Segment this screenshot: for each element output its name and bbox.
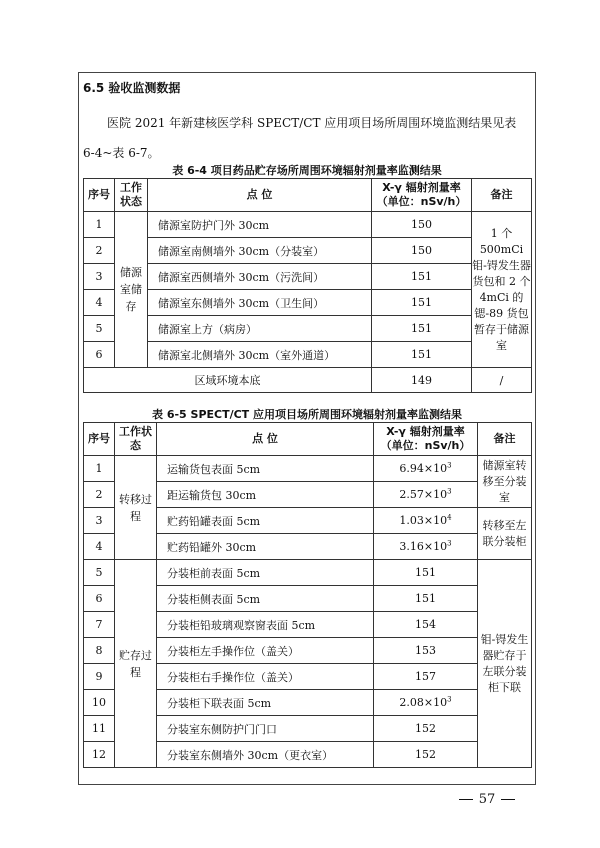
value-exponent: 3 — [447, 487, 452, 496]
header-location: 点 位 — [148, 179, 372, 212]
row-value — [374, 690, 478, 716]
row-value — [374, 638, 478, 664]
row-no: 10 — [84, 690, 115, 716]
table-row — [84, 290, 532, 316]
row-value — [374, 456, 478, 482]
row-location: 储源室西侧墙外 30cm（污洗间） — [148, 264, 372, 290]
table-row — [84, 456, 532, 482]
header-note: 备注 — [478, 423, 532, 456]
row-no: 3 — [84, 264, 115, 290]
row-no: 6 — [84, 586, 115, 612]
value-mantissa: 2.08×10 — [399, 696, 448, 709]
row-location: 分装柜前表面 5cm — [157, 560, 374, 586]
table-row — [84, 342, 532, 368]
row-location: 距运输货包 30cm — [157, 482, 374, 508]
value-exponent: 3 — [447, 461, 452, 470]
table-row — [84, 238, 532, 264]
header-rate-line2: （单位：nSv/h） — [380, 439, 471, 452]
row-no: 6 — [84, 342, 115, 368]
value-exponent: 3 — [447, 539, 452, 548]
background-value: 149 — [372, 368, 472, 393]
row-value — [374, 586, 478, 612]
row-location: 储源室南侧墙外 30cm（分装室） — [148, 238, 372, 264]
header-location: 点 位 — [157, 423, 374, 456]
row-value — [374, 560, 478, 586]
background-row — [84, 368, 532, 393]
note-a-cell: 储源室转移至分装室 — [478, 456, 532, 508]
row-no: 4 — [84, 534, 115, 560]
row-no: 12 — [84, 742, 115, 768]
row-location: 分装室东侧墙外 30cm（更衣室） — [157, 742, 374, 768]
row-value: 151 — [372, 342, 472, 368]
header-rate-line1: X-γ 辐射剂量率 — [386, 425, 465, 438]
row-no: 11 — [84, 716, 115, 742]
page-number-dash-left — [459, 799, 473, 800]
row-value — [374, 664, 478, 690]
row-location: 分装柜铅玻璃观察窗表面 5cm — [157, 612, 374, 638]
value-mantissa: 2.57×10 — [399, 488, 448, 501]
row-value: 151 — [372, 264, 472, 290]
value-mantissa: 151 — [415, 566, 436, 579]
row-no: 5 — [84, 560, 115, 586]
row-value: 151 — [372, 316, 472, 342]
header-rate-line1: X-γ 辐射剂量率 — [382, 181, 461, 194]
row-location: 储源室上方（病房） — [148, 316, 372, 342]
status-storage-cell: 贮存过程 — [115, 560, 157, 768]
page-number-text: 57 — [478, 792, 496, 807]
page-number-dash-right — [501, 799, 515, 800]
status-transfer-cell: 转移过程 — [115, 456, 157, 560]
row-no: 2 — [84, 482, 115, 508]
row-value — [374, 742, 478, 768]
table-6-4-caption: 表 6-4 项目药品贮存场所周围环境辐射剂量率监测结果 — [172, 164, 442, 177]
row-location: 分装柜右手操作位（盖关） — [157, 664, 374, 690]
row-no: 3 — [84, 508, 115, 534]
note-cell: 1 个 500mCi 钼-锝发生器货包和 2 个 4mCi 的锶-89 货包暂存于储源室 — [472, 212, 532, 368]
row-location: 储源室北侧墙外 30cm（室外通道） — [148, 342, 372, 368]
section-heading: 6.5 验收监测数据 — [83, 81, 181, 95]
row-value — [374, 612, 478, 638]
row-value: 150 — [372, 238, 472, 264]
status-cell: 储源室储存 — [115, 212, 148, 368]
row-no: 4 — [84, 290, 115, 316]
row-location: 贮药铅罐表面 5cm — [157, 508, 374, 534]
row-location: 分装柜左手操作位（盖关） — [157, 638, 374, 664]
row-location: 分装柜侧表面 5cm — [157, 586, 374, 612]
value-mantissa: 157 — [415, 670, 436, 683]
header-no: 序号 — [84, 423, 115, 456]
row-no: 1 — [84, 456, 115, 482]
row-no: 9 — [84, 664, 115, 690]
row-location: 贮药铅罐外 30cm — [157, 534, 374, 560]
row-value: 151 — [372, 290, 472, 316]
header-rate — [374, 423, 478, 456]
table-6-4 — [83, 178, 532, 393]
row-value — [374, 482, 478, 508]
background-label: 区域环境本底 — [84, 368, 372, 393]
value-mantissa: 153 — [415, 644, 436, 657]
row-value — [374, 534, 478, 560]
row-no: 7 — [84, 612, 115, 638]
row-location: 分装柜下联表面 5cm — [157, 690, 374, 716]
note-c-cell: 钼-锝发生器贮存于左联分装柜下联 — [478, 560, 532, 768]
table-header-row — [84, 423, 532, 456]
table-row — [84, 264, 532, 290]
page-number — [452, 792, 522, 807]
row-no: 1 — [84, 212, 115, 238]
row-no: 5 — [84, 316, 115, 342]
table-row — [84, 316, 532, 342]
row-no: 2 — [84, 238, 115, 264]
table-row — [84, 212, 532, 238]
value-exponent: 4 — [447, 513, 452, 522]
row-value: 150 — [372, 212, 472, 238]
row-location: 分装室东侧防护门门口 — [157, 716, 374, 742]
value-mantissa: 151 — [415, 592, 436, 605]
value-mantissa: 3.16×10 — [399, 540, 448, 553]
header-rate — [372, 179, 472, 212]
table-6-5 — [83, 422, 532, 768]
row-location: 运输货包表面 5cm — [157, 456, 374, 482]
value-mantissa: 152 — [415, 748, 436, 761]
value-mantissa: 154 — [415, 618, 436, 631]
row-value — [374, 508, 478, 534]
note-b-cell: 转移至左联分装柜 — [478, 508, 532, 560]
row-location: 储源室防护门外 30cm — [148, 212, 372, 238]
value-mantissa: 152 — [415, 722, 436, 735]
header-status: 工作状态 — [115, 423, 157, 456]
table-6-5-caption: 表 6-5 SPECT/CT 应用项目场所周围环境辐射剂量率监测结果 — [151, 408, 463, 421]
header-rate-line2: （单位：nSv/h） — [376, 195, 467, 208]
value-mantissa: 6.94×10 — [399, 462, 448, 475]
header-no: 序号 — [84, 179, 115, 212]
value-mantissa: 1.03×10 — [399, 514, 448, 527]
value-exponent: 3 — [447, 695, 452, 704]
header-note: 备注 — [472, 179, 532, 212]
row-value — [374, 716, 478, 742]
background-note: / — [472, 368, 532, 393]
intro-paragraph: 医院 2021 年新建核医学科 SPECT/CT 应用项目场所周围环境监测结果见表 6-4~表 6-7。 — [83, 116, 517, 160]
row-no: 8 — [84, 638, 115, 664]
row-location: 储源室东侧墙外 30cm（卫生间） — [148, 290, 372, 316]
table-row — [84, 560, 532, 586]
header-status: 工作状态 — [115, 179, 148, 212]
table-header-row — [84, 179, 532, 212]
